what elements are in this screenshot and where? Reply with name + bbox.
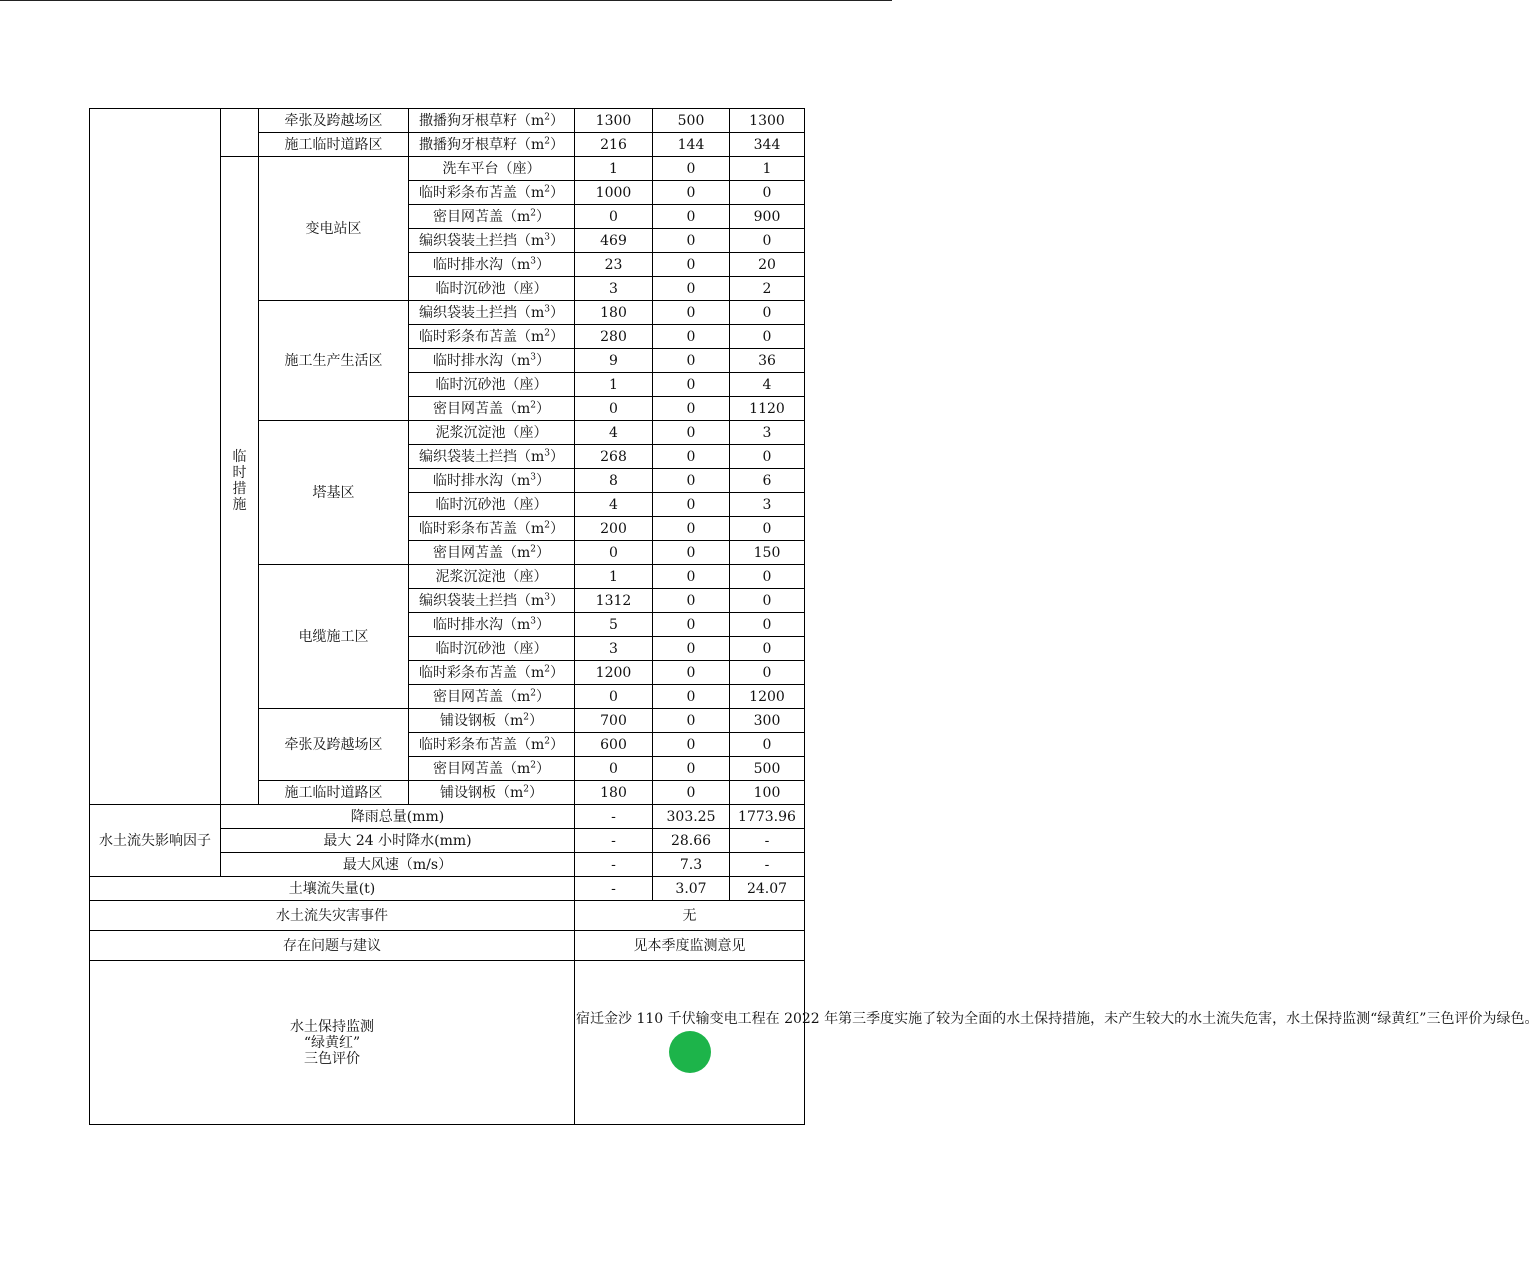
measure-cell	[409, 637, 575, 661]
value-cell-quarter: 0	[653, 205, 730, 229]
value-cell-cumulative: -	[730, 853, 805, 877]
value-cell-quarter: 500	[653, 109, 730, 133]
value-cell-cumulative: 300	[730, 709, 805, 733]
unit-exponent: 2	[544, 111, 550, 122]
measure-cell	[409, 181, 575, 205]
measure-text: 临时彩条布苫盖（m	[418, 328, 545, 345]
area-cell: 变电站区	[259, 157, 409, 301]
measure-text-tail: ）	[536, 256, 550, 273]
value-cell-quarter: 0	[653, 541, 730, 565]
value-cell-quarter: 0	[653, 325, 730, 349]
value-cell-quarter: 144	[653, 133, 730, 157]
measure-text-tail: ）	[536, 760, 550, 777]
unit-exponent: 2	[530, 687, 536, 698]
measure-text: 临时沉砂池（座）	[435, 640, 548, 657]
measure-text-tail: ）	[550, 328, 564, 345]
value-cell-planned: 0	[575, 685, 653, 709]
unit-exponent: 2	[544, 663, 550, 674]
measure-cell	[409, 229, 575, 253]
measure-cell	[409, 493, 575, 517]
measure-text: 临时沉砂池（座）	[435, 496, 548, 513]
measure-text: 洗车平台（座）	[442, 160, 541, 177]
measure-text-tail: ）	[550, 112, 564, 129]
factor-name: 最大风速（m/s）	[221, 853, 575, 877]
unit-exponent: 3	[530, 255, 536, 266]
value-cell-quarter: 0	[653, 709, 730, 733]
value-cell-quarter: 0	[653, 685, 730, 709]
unit-exponent: 2	[530, 399, 536, 410]
measure-cell	[409, 157, 575, 181]
measure-text-tail: ）	[536, 352, 550, 369]
value-cell-quarter: 0	[653, 445, 730, 469]
measure-text: 临时排水沟（m	[432, 352, 531, 369]
soil-loss-row	[90, 877, 805, 901]
page-top-rule	[0, 0, 892, 1]
unit-exponent: 2	[544, 327, 550, 338]
measure-text: 临时彩条布苫盖（m	[418, 184, 545, 201]
measure-cell	[409, 685, 575, 709]
measure-cell	[409, 781, 575, 805]
unit-exponent: 2	[530, 543, 536, 554]
value-cell-quarter: 0	[653, 661, 730, 685]
issues-row	[90, 931, 805, 961]
measure-text-tail: ）	[550, 736, 564, 753]
measure-text: 密目网苫盖（m	[432, 544, 531, 561]
value-cell-planned: 216	[575, 133, 653, 157]
value-cell-cumulative: 150	[730, 541, 805, 565]
vertical-label-char: 施	[232, 496, 247, 513]
value-cell-cumulative: 0	[730, 301, 805, 325]
measure-text: 临时排水沟（m	[432, 256, 531, 273]
unit-exponent: 2	[530, 207, 536, 218]
measure-cell	[409, 445, 575, 469]
unit-exponent: 3	[544, 303, 550, 314]
area-cell: 塔基区	[259, 421, 409, 565]
value-cell-quarter: 0	[653, 565, 730, 589]
value-cell-quarter: 0	[653, 589, 730, 613]
factor-name: 最大 24 小时降水(mm)	[221, 829, 575, 853]
value-cell-cumulative: 0	[730, 229, 805, 253]
unit-exponent: 3	[544, 591, 550, 602]
measure-cell	[409, 325, 575, 349]
value-cell-quarter: 0	[653, 781, 730, 805]
value-cell-quarter: 0	[653, 757, 730, 781]
value-cell-cumulative: 3	[730, 421, 805, 445]
value-cell-quarter: 0	[653, 517, 730, 541]
value-cell-cumulative: 3	[730, 493, 805, 517]
area-cell: 牵张及跨越场区	[259, 709, 409, 781]
value-cell-cumulative: 0	[730, 517, 805, 541]
value-cell-cumulative: 1300	[730, 109, 805, 133]
measure-text-tail: ）	[529, 784, 543, 801]
factors-label: 水土流失影响因子	[90, 805, 221, 877]
measure-text: 编织袋装土拦挡（m	[418, 592, 545, 609]
measure-text-tail: ）	[536, 544, 550, 561]
value-cell-planned: -	[575, 877, 653, 901]
value-cell-planned: 0	[575, 397, 653, 421]
value-cell-cumulative: 0	[730, 565, 805, 589]
unit-exponent: 2	[523, 711, 529, 722]
measure-text-tail: ）	[536, 208, 550, 225]
area-cell: 施工生产生活区	[259, 301, 409, 421]
unit-exponent: 2	[544, 735, 550, 746]
measure-text: 密目网苫盖（m	[432, 400, 531, 417]
value-cell-planned: 1312	[575, 589, 653, 613]
vertical-label-char: 时	[232, 464, 247, 481]
evaluation-label-line: 三色评价	[304, 1050, 360, 1067]
measure-text-tail: ）	[550, 520, 564, 537]
factor-name: 降雨总量(mm)	[221, 805, 575, 829]
issues-row-value: 见本季度监测意见	[575, 931, 805, 961]
measure-text-tail: ）	[536, 616, 550, 633]
unit-exponent: 2	[544, 183, 550, 194]
value-cell-planned: 3	[575, 277, 653, 301]
unit-exponent: 2	[530, 759, 536, 770]
value-cell-quarter: 0	[653, 157, 730, 181]
measure-text: 临时彩条布苫盖（m	[418, 736, 545, 753]
value-cell-quarter: 0	[653, 613, 730, 637]
measure-text-tail: ）	[536, 400, 550, 417]
measure-text-tail: ）	[529, 712, 543, 729]
value-cell-cumulative: 1120	[730, 397, 805, 421]
category-cell-continued	[90, 109, 221, 805]
unit-exponent: 3	[530, 471, 536, 482]
value-cell-cumulative: 500	[730, 757, 805, 781]
measure-text-tail: ）	[550, 664, 564, 681]
monitoring-table	[89, 108, 1538, 1125]
value-cell-planned: 280	[575, 325, 653, 349]
measure-text: 临时沉砂池（座）	[435, 280, 548, 297]
table-row	[90, 109, 805, 133]
disaster-row-label: 水土流失灾害事件	[90, 901, 575, 931]
measure-text-tail: ）	[536, 472, 550, 489]
value-cell-quarter: 0	[653, 397, 730, 421]
green-rating-dot	[669, 1031, 711, 1073]
value-cell-cumulative: 36	[730, 349, 805, 373]
value-cell-quarter: 0	[653, 181, 730, 205]
measure-cell	[409, 421, 575, 445]
value-cell-planned: 23	[575, 253, 653, 277]
measure-text-tail: ）	[550, 304, 564, 321]
value-cell-cumulative: 100	[730, 781, 805, 805]
measure-cell	[409, 205, 575, 229]
unit-exponent: 2	[523, 783, 529, 794]
type-cell-continued	[221, 109, 259, 157]
value-cell-quarter: 0	[653, 469, 730, 493]
measure-cell	[409, 397, 575, 421]
measure-text-tail: ）	[550, 232, 564, 249]
measure-text: 泥浆沉淀池（座）	[435, 424, 548, 441]
value-cell-planned: 1	[575, 373, 653, 397]
disaster-row	[90, 901, 805, 931]
value-cell-planned: 0	[575, 757, 653, 781]
value-cell-cumulative: 0	[730, 661, 805, 685]
value-cell-planned: 1	[575, 157, 653, 181]
issues-row-label: 存在问题与建议	[90, 931, 575, 961]
measure-cell	[409, 109, 575, 133]
value-cell-quarter: 0	[653, 733, 730, 757]
value-cell-quarter: 0	[653, 373, 730, 397]
measure-text: 泥浆沉淀池（座）	[435, 568, 548, 585]
measure-cell	[409, 565, 575, 589]
measure-cell	[409, 277, 575, 301]
value-cell-planned: 0	[575, 205, 653, 229]
measure-cell	[409, 301, 575, 325]
value-cell-quarter: 0	[653, 253, 730, 277]
measure-text: 铺设钢板（m	[439, 784, 524, 801]
unit-exponent: 2	[544, 519, 550, 530]
value-cell-cumulative: 1200	[730, 685, 805, 709]
area-cell: 施工临时道路区	[259, 133, 409, 157]
value-cell-quarter: 3.07	[653, 877, 730, 901]
value-cell-cumulative: 0	[730, 733, 805, 757]
measure-text: 编织袋装土拦挡（m	[418, 304, 545, 321]
value-cell-planned: 8	[575, 469, 653, 493]
measure-cell	[409, 757, 575, 781]
measure-text-tail: ）	[550, 448, 564, 465]
area-cell: 电缆施工区	[259, 565, 409, 709]
area-cell: 施工临时道路区	[259, 781, 409, 805]
value-cell-planned: 268	[575, 445, 653, 469]
measure-text: 密目网苫盖（m	[432, 208, 531, 225]
vertical-label-char: 措	[232, 480, 247, 497]
value-cell-quarter: 0	[653, 421, 730, 445]
value-cell-planned: -	[575, 853, 653, 877]
measure-text: 临时彩条布苫盖（m	[418, 520, 545, 537]
measure-text: 密目网苫盖（m	[432, 760, 531, 777]
measure-cell	[409, 541, 575, 565]
measure-cell	[409, 349, 575, 373]
factor-row	[90, 805, 805, 829]
value-cell-quarter: 0	[653, 349, 730, 373]
value-cell-cumulative: 0	[730, 325, 805, 349]
measure-cell	[409, 469, 575, 493]
value-cell-planned: 469	[575, 229, 653, 253]
value-cell-cumulative: 24.07	[730, 877, 805, 901]
measure-cell	[409, 253, 575, 277]
soil-loss-label: 土壤流失量(t)	[90, 877, 575, 901]
measure-text: 密目网苫盖（m	[432, 688, 531, 705]
measure-cell	[409, 613, 575, 637]
value-cell-planned: 4	[575, 493, 653, 517]
value-cell-planned: 5	[575, 613, 653, 637]
value-cell-planned: 1200	[575, 661, 653, 685]
evaluation-label-line: “绿黄红”	[303, 1034, 361, 1051]
value-cell-cumulative: 0	[730, 613, 805, 637]
measure-text: 临时沉砂池（座）	[435, 376, 548, 393]
value-cell-cumulative: 4	[730, 373, 805, 397]
value-cell-cumulative: 900	[730, 205, 805, 229]
evaluation-label-line: 水土保持监测	[290, 1018, 374, 1035]
value-cell-quarter: 303.25	[653, 805, 730, 829]
value-cell-planned: 200	[575, 517, 653, 541]
measure-text: 编织袋装土拦挡（m	[418, 232, 545, 249]
value-cell-cumulative: -	[730, 829, 805, 853]
value-cell-planned: 700	[575, 709, 653, 733]
temporary-measures-label	[221, 157, 259, 805]
value-cell-planned: 1	[575, 565, 653, 589]
unit-exponent: 3	[530, 615, 536, 626]
measure-cell	[409, 589, 575, 613]
disaster-row-value: 无	[575, 901, 805, 931]
unit-exponent: 3	[530, 351, 536, 362]
value-cell-cumulative: 344	[730, 133, 805, 157]
measure-text: 铺设钢板（m	[439, 712, 524, 729]
measure-text: 编织袋装土拦挡（m	[418, 448, 545, 465]
value-cell-quarter: 0	[653, 301, 730, 325]
value-cell-planned: 1000	[575, 181, 653, 205]
value-cell-planned: 3	[575, 637, 653, 661]
measure-text-tail: ）	[550, 184, 564, 201]
value-cell-cumulative: 20	[730, 253, 805, 277]
value-cell-cumulative: 1	[730, 157, 805, 181]
value-cell-quarter: 0	[653, 493, 730, 517]
measure-text-tail: ）	[550, 592, 564, 609]
evaluation-label	[90, 961, 575, 1125]
area-cell: 牵张及跨越场区	[259, 109, 409, 133]
value-cell-planned: 180	[575, 301, 653, 325]
value-cell-planned: 600	[575, 733, 653, 757]
value-cell-planned: 1300	[575, 109, 653, 133]
measure-text: 临时彩条布苫盖（m	[418, 664, 545, 681]
measure-text: 撒播狗牙根草籽（m	[418, 136, 545, 153]
value-cell-cumulative: 0	[730, 589, 805, 613]
value-cell-planned: 180	[575, 781, 653, 805]
measure-cell	[409, 661, 575, 685]
unit-exponent: 2	[544, 135, 550, 146]
value-cell-cumulative: 6	[730, 469, 805, 493]
value-cell-planned: -	[575, 805, 653, 829]
value-cell-cumulative: 1773.96	[730, 805, 805, 829]
value-cell-planned: 4	[575, 421, 653, 445]
value-cell-quarter: 0	[653, 277, 730, 301]
unit-exponent: 3	[544, 231, 550, 242]
measure-text: 撒播狗牙根草籽（m	[418, 112, 545, 129]
evaluation-paragraph: 宿迁金沙 110 千伏输变电工程在 2022 年第三季度实施了较为全面的水土保持措施，未产生较大的水土流失危害，水土保持监测“绿黄红”三色评价为绿色。	[576, 1010, 1538, 1027]
vertical-label-char: 临	[232, 448, 247, 465]
measure-text: 临时排水沟（m	[432, 616, 531, 633]
value-cell-planned: 9	[575, 349, 653, 373]
measure-cell	[409, 733, 575, 757]
measure-text-tail: ）	[550, 136, 564, 153]
value-cell-cumulative: 0	[730, 445, 805, 469]
unit-exponent: 3	[544, 447, 550, 458]
value-cell-cumulative: 0	[730, 637, 805, 661]
measure-cell	[409, 373, 575, 397]
measure-text-tail: ）	[536, 688, 550, 705]
measure-cell	[409, 517, 575, 541]
evaluation-row	[90, 961, 805, 1125]
value-cell-cumulative: 0	[730, 181, 805, 205]
evaluation-text	[575, 961, 1538, 1125]
value-cell-quarter: 0	[653, 229, 730, 253]
measure-text: 临时排水沟（m	[432, 472, 531, 489]
value-cell-cumulative: 2	[730, 277, 805, 301]
measure-cell	[409, 133, 575, 157]
value-cell-quarter: 0	[653, 637, 730, 661]
measure-cell	[409, 709, 575, 733]
value-cell-quarter: 7.3	[653, 853, 730, 877]
value-cell-quarter: 28.66	[653, 829, 730, 853]
value-cell-planned: -	[575, 829, 653, 853]
value-cell-planned: 0	[575, 541, 653, 565]
